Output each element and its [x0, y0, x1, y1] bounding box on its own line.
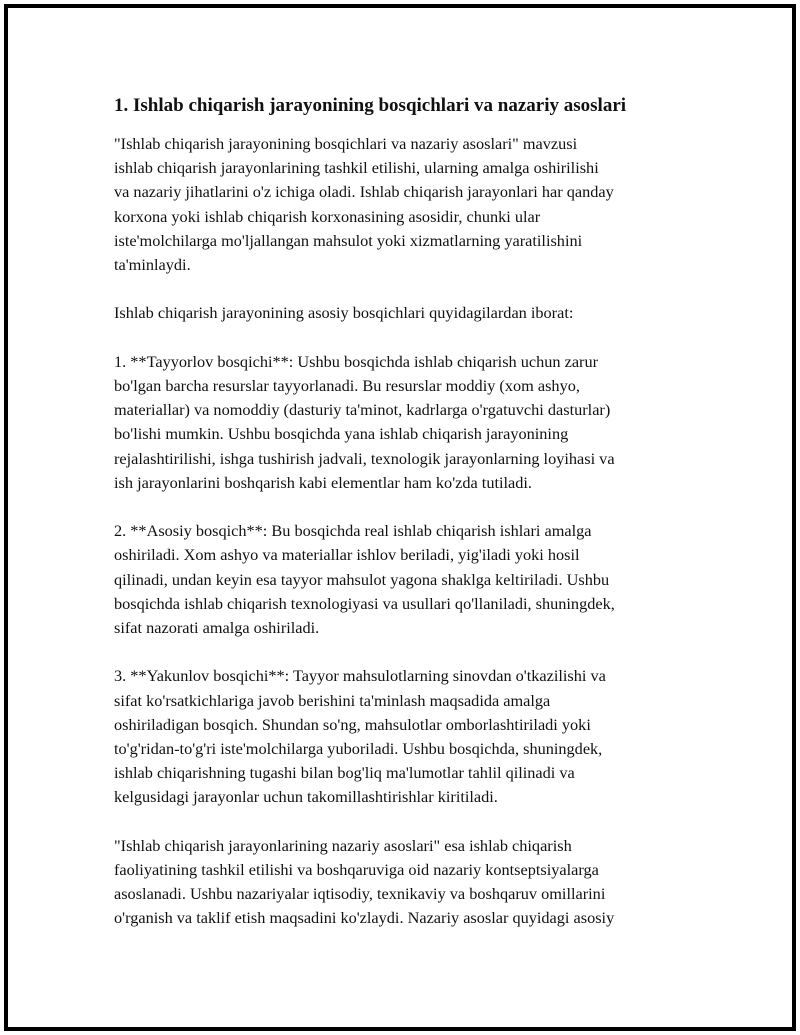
text-line: oshiriladigan bosqich. Shundan so'ng, mahsulotlar omborlashtiriladi yoki	[114, 714, 591, 734]
paragraph	[114, 132, 694, 277]
document-body	[114, 92, 694, 955]
text-line: Ishlab chiqarish jarayonining asosiy bosqichlari quyidagilardan iborat:	[114, 303, 574, 323]
paragraph	[114, 519, 694, 640]
text-line: ta'minlaydi.	[114, 255, 191, 275]
paragraph-list	[114, 132, 694, 931]
text-line: korxona yoki ishlab chiqarish korxonasining asosidir, chunki ular	[114, 206, 541, 226]
text-line: rejalashtirilishi, ishga tushirish jadvali, texnologik jarayonlarning loyihasi va	[114, 448, 615, 468]
text-line: iste'molchilarga mo'ljallangan mahsulot yoki xizmatlarning yaratilishini	[114, 230, 583, 250]
text-line: o'rganish va taklif etish maqsadini ko'zlaydi. Nazariy asoslar quyidagi asosiy	[114, 908, 615, 928]
paragraph	[114, 301, 694, 325]
text-line: ishlab chiqarish jarayonlarining tashkil etilishi, ularning amalga oshirilishi	[114, 158, 599, 178]
text-line: "Ishlab chiqarish jarayonlarining nazariy asoslari" esa ishlab chiqarish	[114, 835, 572, 855]
text-line: oshiriladi. Xom ashyo va materiallar ishlov beriladi, yig'iladi yoki hosil	[114, 545, 580, 565]
text-line: 1. **Tayyorlov bosqichi**: Ushbu bosqichda ishlab chiqarish uchun zarur	[114, 351, 599, 371]
text-line: sifat ko'rsatkichlariga javob berishini ta'minlash maqsadida amalga	[114, 690, 551, 710]
text-line: bo'lishi mumkin. Ushbu bosqichda yana ishlab chiqarish jarayonining	[114, 424, 569, 444]
text-line: kelgusidagi jarayonlar uchun takomillashtirishlar kiritiladi.	[114, 787, 498, 807]
text-line: sifat nazorati amalga oshiriladi.	[114, 618, 320, 638]
text-line: "Ishlab chiqarish jarayonining bosqichlari va nazariy asoslari" mavzusi	[114, 134, 578, 153]
paragraph	[114, 834, 694, 931]
text-line: qilinadi, undan keyin esa tayyor mahsulot yagona shaklga keltiriladi. Ushbu	[114, 569, 610, 589]
paragraph	[114, 350, 694, 495]
text-line: va nazariy jihatlarini o'z ichiga oladi. Ishlab chiqarish jarayonlari har qanday	[114, 182, 614, 202]
text-line: asoslanadi. Ushbu nazariyalar iqtisodiy, texnikaviy va boshqaruv omillarini	[114, 884, 606, 904]
text-line: materiallar) va nomoddiy (dasturiy ta'minot, kadrlarga o'rgatuvchi dasturlar)	[114, 400, 611, 420]
text-line: bo'lgan barcha resurslar tayyorlanadi. Bu resurslar moddiy (xom ashyo,	[114, 376, 580, 395]
paragraph	[114, 664, 694, 809]
text-line: ish jarayonlarini boshqarish kabi elementlar ham ko'zda tutiladi.	[114, 472, 532, 492]
text-line: faoliyatining tashkil etilishi va boshqaruviga oid nazariy kontseptsiyalarga	[114, 860, 599, 880]
section-heading: 1. Ishlab chiqarish jarayonining bosqichlari va nazariy asoslari	[114, 95, 627, 116]
text-line: bosqichda ishlab chiqarish texnologiyasi va usullari qo'llaniladi, shuningdek,	[114, 593, 615, 613]
text-line: 3. **Yakunlov bosqichi**: Tayyor mahsulotlarning sinovdan o'tkazilishi va	[114, 666, 606, 686]
text-line: to'g'ridan-to'g'ri iste'molchilarga yuboriladi. Ushbu bosqichda, shuningdek,	[114, 739, 603, 759]
text-line: 2. **Asosiy bosqich**: Bu bosqichda real ishlab chiqarish ishlari amalga	[114, 521, 592, 541]
text-line: ishlab chiqarishning tugashi bilan bog'liq ma'lumotlar tahlil qilinadi va	[114, 763, 575, 783]
